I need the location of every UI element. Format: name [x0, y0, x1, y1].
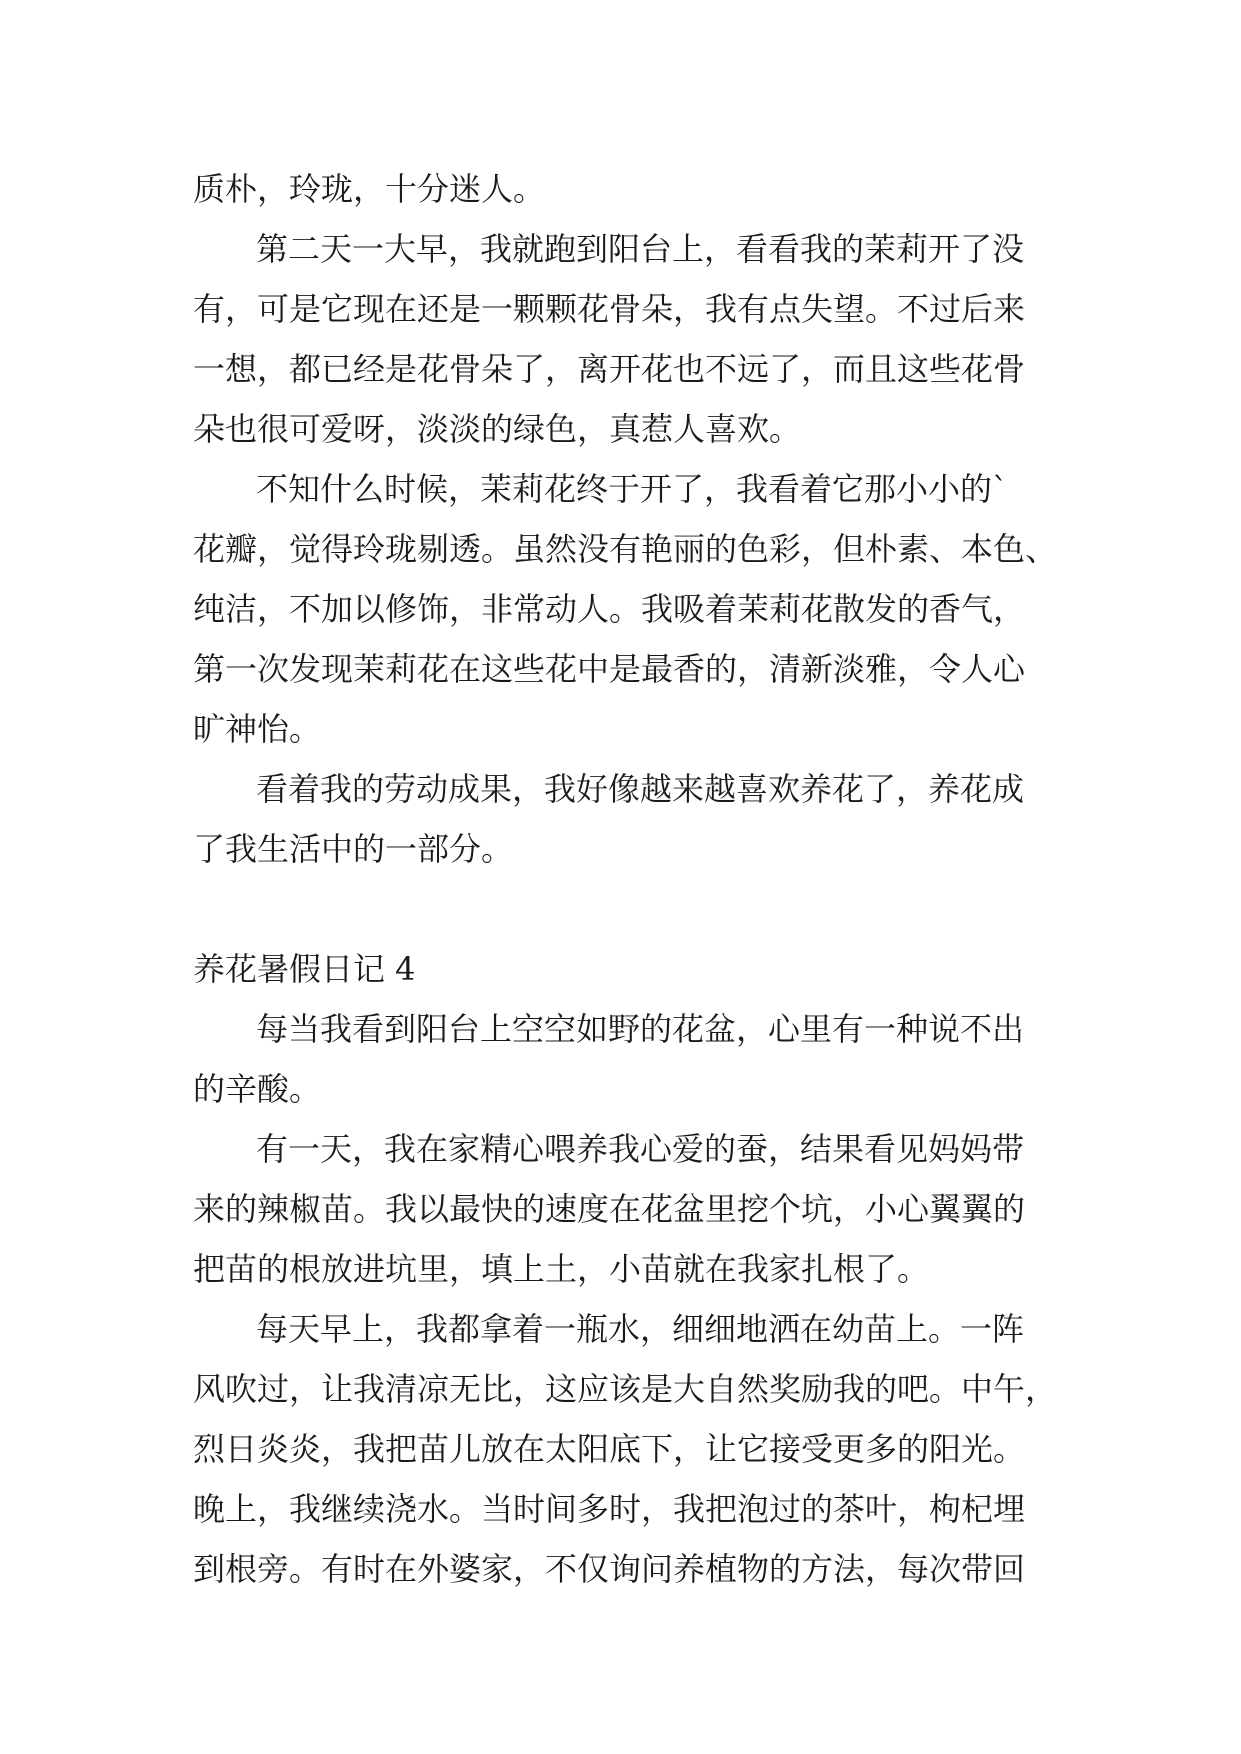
line-text: 看着我的劳动成果，我好像越来越喜欢养花了，养花成 [256, 770, 1025, 808]
line-text: 到根旁。有时在外婆家，不仅询问养植物的方法，每次带回 [193, 1550, 1026, 1588]
line-text: 旷神怡。 [193, 710, 322, 748]
paragraph-line [0, 1189, 1241, 1229]
paragraph-line [0, 1129, 1241, 1169]
paragraph-line [0, 229, 1241, 269]
paragraph-line [0, 1309, 1241, 1349]
paragraph-line [0, 289, 1241, 329]
paragraph-line [0, 469, 1241, 509]
section-title-text: 养花暑假日记 4 [193, 950, 416, 988]
line-text: 朵也很可爱呀，淡淡的绿色，真惹人喜欢。 [193, 410, 802, 448]
line-text: 质朴，玲珑，十分迷人。 [193, 170, 546, 208]
line-text: 不知什么时候，茉莉花终于开了，我看着它那小小的` [256, 470, 1009, 508]
line-text: 花瓣，觉得玲珑剔透。虽然没有艳丽的色彩，但朴素、本色、 [193, 530, 1058, 568]
line-text: 第二天一大早，我就跑到阳台上，看看我的茉莉开了没 [256, 230, 1025, 268]
line-text: 每天早上，我都拿着一瓶水，细细地洒在幼苗上。一阵 [256, 1310, 1025, 1348]
paragraph-line [0, 1549, 1241, 1589]
paragraph-line [0, 1249, 1241, 1289]
paragraph-line [0, 769, 1241, 809]
paragraph-line [0, 1369, 1241, 1409]
section-title [0, 949, 1241, 989]
paragraph-line [0, 529, 1241, 569]
line-text: 风吹过，让我清凉无比，这应该是大自然奖励我的吧。中午， [193, 1370, 1058, 1408]
line-text: 来的辣椒苗。我以最快的速度在花盆里挖个坑，小心翼翼的 [193, 1190, 1026, 1228]
paragraph-line [0, 589, 1241, 629]
paragraph-line [0, 409, 1241, 449]
paragraph-line [0, 169, 1241, 209]
line-text: 了我生活中的一部分。 [193, 830, 514, 868]
paragraph-line [0, 1069, 1241, 1109]
paragraph-line [0, 349, 1241, 389]
line-text: 有，可是它现在还是一颗颗花骨朵，我有点失望。不过后来 [193, 290, 1026, 328]
paragraph-line [0, 1489, 1241, 1529]
line-text: 晚上，我继续浇水。当时间多时，我把泡过的茶叶，枸杞埋 [193, 1490, 1026, 1528]
line-text: 纯洁，不加以修饰，非常动人。我吸着茉莉花散发的香气， [193, 590, 1026, 628]
line-text: 第一次发现茉莉花在这些花中是最香的，清新淡雅，令人心 [193, 650, 1026, 688]
paragraph-line [0, 1429, 1241, 1469]
line-text: 烈日炎炎，我把苗儿放在太阳底下，让它接受更多的阳光。 [193, 1430, 1026, 1468]
line-text: 每当我看到阳台上空空如野的花盆，心里有一种说不出 [256, 1010, 1025, 1048]
paragraph-line [0, 649, 1241, 689]
paragraph-line [0, 1009, 1241, 1049]
line-text: 的辛酸。 [193, 1070, 322, 1108]
paragraph-line [0, 829, 1241, 869]
paragraph-line [0, 709, 1241, 749]
line-text: 一想，都已经是花骨朵了，离开花也不远了，而且这些花骨 [193, 350, 1026, 388]
line-text: 把苗的根放进坑里，填上土，小苗就在我家扎根了。 [193, 1250, 930, 1288]
line-text: 有一天，我在家精心喂养我心爱的蚕，结果看见妈妈带 [256, 1130, 1025, 1168]
